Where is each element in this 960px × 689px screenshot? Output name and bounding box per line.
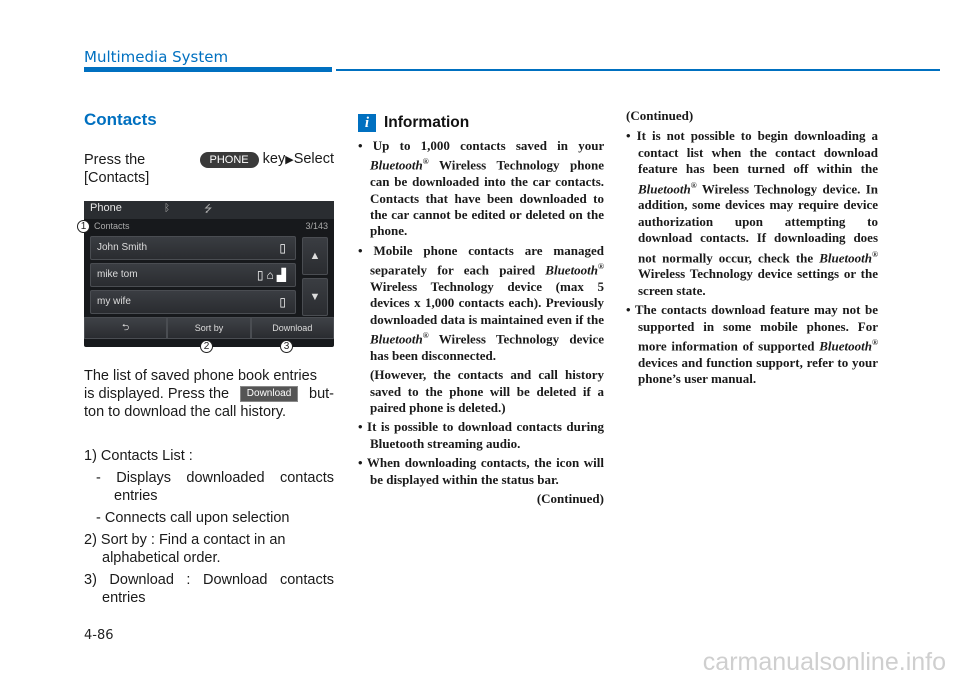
- intro-select: Select: [293, 151, 334, 167]
- intro-key: key: [262, 151, 286, 167]
- legend-sub-2: - Connects call upon selection: [96, 510, 290, 526]
- watermark: carmanualsonline.info: [702, 648, 946, 676]
- legend-list: [84, 447, 334, 607]
- contact-row: [90, 236, 296, 260]
- usb-icon: ⭍: [204, 204, 213, 215]
- header-rule-thick: [84, 67, 332, 72]
- contacts-title: Contacts: [84, 110, 157, 129]
- info-bullet-1: • Up to 1,000 contacts saved in your Bluetooth® Wireless Technology phone can be downloaded into the car contacts. Contacts that have been downloaded to the car cannot be edited or deleted on the phone.: [358, 138, 604, 239]
- screen-count: 3/143: [305, 221, 328, 231]
- intro-line-1: [84, 150, 334, 169]
- arrow-right-icon: ▶: [285, 154, 294, 166]
- information-column: [358, 114, 604, 508]
- phone-contacts-screen: [80, 201, 334, 352]
- legend-item-3: 3) Download : Download contacts entries: [84, 572, 334, 606]
- info-bullet-3: • It is possible to download contacts during Bluetooth streaming audio.: [358, 419, 604, 451]
- screen-bottom-bar: [84, 317, 334, 339]
- legend-item-2: 2) Sort by : Find a contact in an alphabetical order.: [84, 532, 286, 566]
- phone-icon: ▯: [279, 241, 289, 255]
- list-text-b: but-: [309, 386, 334, 402]
- contact-name: mike tom: [97, 269, 138, 280]
- phone-key-button: PHONE: [200, 152, 259, 168]
- info-bullet-2-note: (However, the contacts and call history saved to the phone will be deleted if a paired phone is deleted.): [370, 367, 604, 416]
- page-number: 4-86: [84, 628, 114, 643]
- legend-sub-1: - Displays downloaded contacts entries: [96, 470, 334, 504]
- back-icon: ⮌: [84, 317, 167, 339]
- header-rule-thin: [336, 69, 940, 71]
- continued-heading: (Continued): [626, 108, 694, 123]
- intro-line-2: [Contacts]: [84, 170, 150, 186]
- header-title: Multimedia System: [84, 48, 229, 66]
- contacts-column: [80, 110, 334, 607]
- list-text-a: is displayed. Press the: [84, 386, 230, 402]
- list-paragraph-2: [84, 385, 334, 403]
- info2-bullet-2: • The contacts download feature may not be supported in some mobile phones. For more information of supported Bluetooth® devices and function support, refer to your phone’s user manual.: [626, 302, 878, 387]
- information-header: [358, 114, 604, 132]
- callout-3: 3: [280, 340, 293, 353]
- scroll-down-icon: ▼: [302, 278, 328, 316]
- info-icon: i: [358, 114, 376, 132]
- info-bullet-2: • Mobile phone contacts are managed separately for each paired Bluetooth® Wireless Technology device (max 5 devices x 1,000 contacts each). Previously downloaded data is maintained even if the Bluetooth® Wireless Technology device has been disconnected.: [358, 242, 605, 363]
- callout-1: 1: [77, 220, 90, 233]
- scroll-up-icon: ▲: [302, 237, 328, 275]
- download-button: Download: [251, 317, 334, 339]
- contact-name: my wife: [97, 296, 131, 307]
- phone-icon: ▯: [279, 295, 289, 309]
- intro-press: Press the: [84, 151, 146, 168]
- phone-home-office-icon: ▯⌂▟: [256, 268, 289, 282]
- list-paragraph-1: The list of saved phone book entries: [84, 368, 317, 384]
- contact-row: [90, 263, 296, 287]
- information-continued-column: [626, 108, 878, 390]
- download-key-button: Download: [240, 386, 298, 402]
- legend-item-1: 1) Contacts List :: [84, 448, 193, 464]
- callout-2: 2: [200, 340, 213, 353]
- information-title: Information: [384, 113, 470, 131]
- continued-label: (Continued): [536, 491, 604, 507]
- info2-bullet-1: • It is not possible to begin downloading a contact list when the contact download feature has been turned off within the Bluetooth® Wireless Technology device. In addition, some devices may require device authorization upon attempting to download contacts. If downloading does not normally occur, check the Bluetooth® Wireless Technology device settings or the screen state.: [626, 128, 879, 298]
- info-bullet-4: • When downloading contacts, the icon will be displayed within the status bar.: [358, 455, 604, 487]
- list-paragraph-3: ton to download the call history.: [84, 404, 287, 420]
- screen-title: Phone: [90, 202, 122, 214]
- screen-subtitle: Contacts: [94, 221, 130, 231]
- sort-by-button: Sort by: [167, 317, 250, 339]
- contact-row: [90, 290, 296, 314]
- contact-name: John Smith: [97, 242, 148, 253]
- bluetooth-icon: ᛒ: [164, 203, 170, 214]
